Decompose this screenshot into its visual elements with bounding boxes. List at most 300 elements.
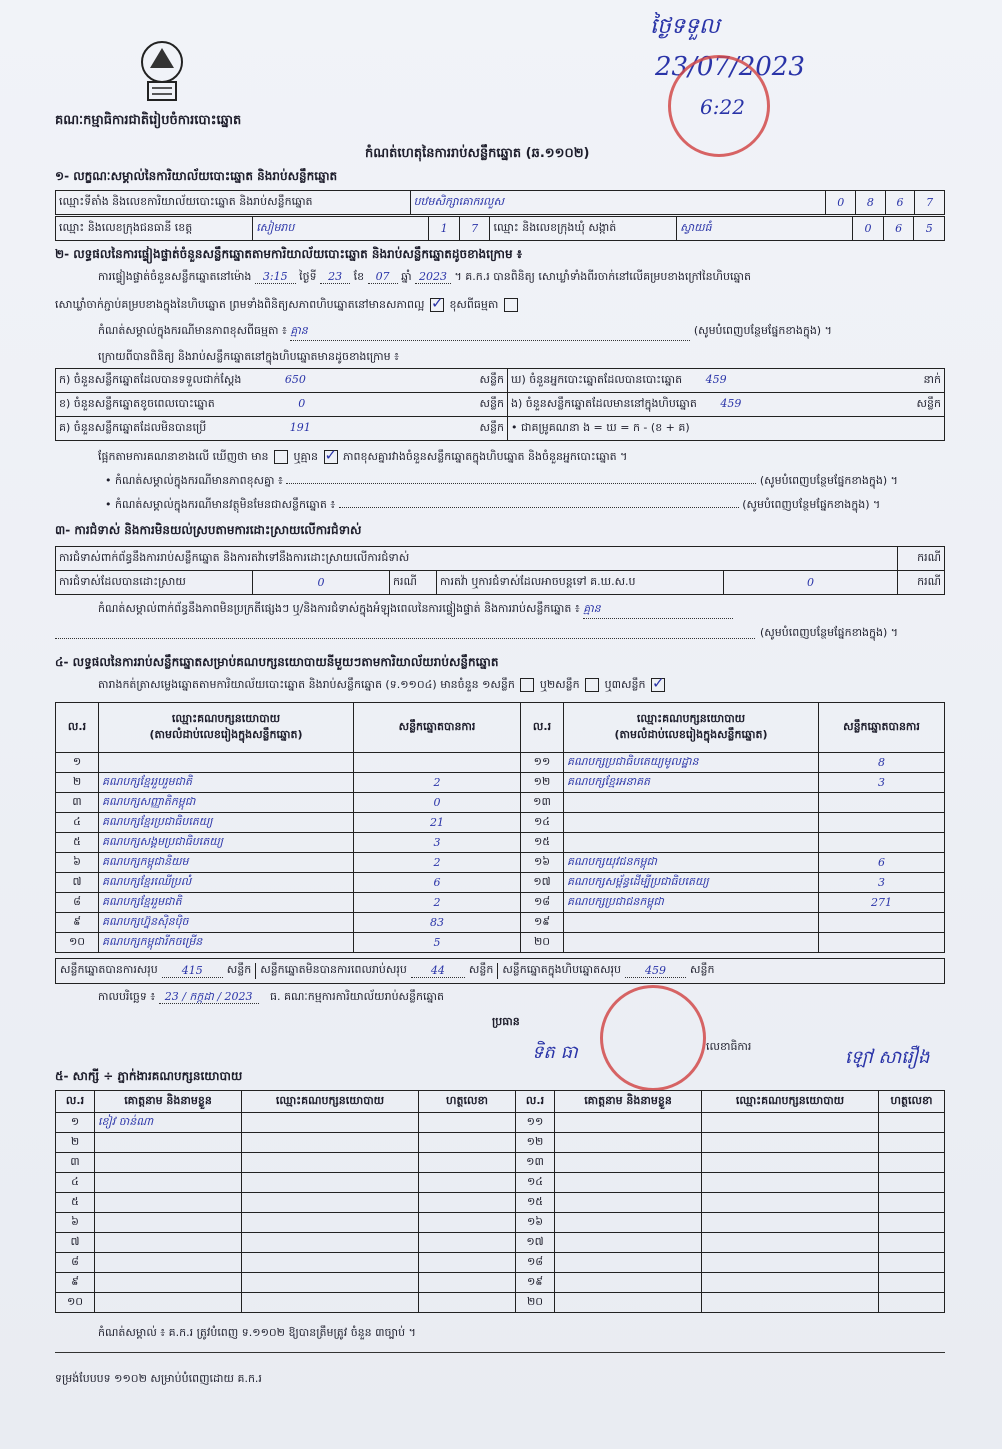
date-value: 23 / កក្កដា / 2023 (159, 990, 259, 1004)
total-valid-label: សន្លឹកឆ្នោតបានការសរុប (60, 963, 158, 976)
witness-signature (419, 1253, 516, 1273)
commune-name: ស្វាយធំ (677, 217, 853, 241)
witness-signature (419, 1113, 516, 1133)
item-d-unit: នាក់ (923, 372, 941, 386)
bullet2-text: • កំណត់សម្គាល់ក្នុងករណីមានវត្ថុមិនមែនជាសន្លឹកឆ្នោត ៖ (105, 498, 336, 511)
row-no: ៦ (56, 853, 99, 873)
row-no: ៦ (56, 1213, 95, 1233)
item-e-unit: សន្លឹក (916, 396, 941, 410)
bullet1-text: • កំណត់សម្គាល់ក្នុងករណីមានភាពខុសគ្នា ៖ (105, 474, 283, 487)
witness-signature (879, 1153, 945, 1173)
party-votes: 0 (354, 793, 521, 813)
case-unit: ករណី (898, 547, 945, 571)
section1-table-row2 (55, 216, 945, 241)
section4-intro (98, 678, 948, 694)
row-no: ១២ (516, 1133, 555, 1153)
para1-text: ការផ្ទៀងផ្ទាត់ចំនួនសន្លឹកឆ្នោតនៅម៉ោង (98, 270, 252, 283)
item-b-value: 0 (298, 396, 306, 410)
row-no: ១៣ (521, 793, 564, 813)
witness-name (95, 1193, 242, 1213)
party-votes: 8 (819, 753, 945, 773)
station-digit: 8 (856, 191, 886, 215)
col-party (564, 703, 819, 753)
witness-signature (419, 1273, 516, 1293)
section2-para2 (55, 298, 945, 314)
vote-row (56, 913, 945, 933)
witness-signature (879, 1193, 945, 1213)
row-no: ២ (56, 1133, 95, 1153)
org-name: គណៈកម្មាធិការជាតិរៀបចំការបោះឆ្នោត (55, 113, 242, 128)
item-d-label: ឃ) ចំនួនអ្នកបោះឆ្នោតដែលបានបោះឆ្នោត (511, 372, 683, 386)
committee-stamp (600, 985, 706, 1091)
witness-signature (879, 1213, 945, 1233)
row-no: ១៧ (521, 873, 564, 893)
para2-text: សោឃ្លាំចាក់ភ្ជាប់គម្របខាងក្នុងនៃហិបឆ្នោត ព្រមទាំងពិនិត្យសភាពហិបឆ្នោតនៅមានសភាពល្អ (55, 298, 425, 311)
date-label: កាលបរិច្ឆេទ ៖ (98, 990, 156, 1003)
section3-note-value: គ្មាន (583, 602, 733, 619)
section5-title: ៥- សាក្សី ÷ ភ្នាក់ងារគណបក្សនយោបាយ (55, 1069, 243, 1083)
party-votes: 3 (819, 873, 945, 893)
row-no: ៩ (56, 913, 99, 933)
bullet2 (105, 498, 945, 514)
year-value: 2023 (415, 270, 451, 284)
col-no: ល.រ (56, 1091, 95, 1113)
witness-row (56, 1153, 945, 1173)
item-c-value: 191 (289, 420, 311, 434)
party-votes: 83 (354, 913, 521, 933)
bullet2-line (339, 507, 739, 508)
row-no: ១៩ (516, 1273, 555, 1293)
has-diff-checkbox[interactable] (274, 450, 288, 464)
total-invalid-label: សន្លឹកឆ្នោតមិនបានការពេលរាប់សរុប (260, 963, 407, 976)
commune-digit: 5 (914, 217, 945, 241)
witness-name (95, 1273, 242, 1293)
day-value: 23 (320, 270, 350, 284)
witness-name (555, 1233, 702, 1253)
unit: សន្លឹក (690, 963, 715, 976)
item-a-label: ក) ចំនួនសន្លឹកឆ្នោតដែលបានទទួលជាក់ស្តែង (59, 372, 242, 386)
row-no: ១៨ (521, 893, 564, 913)
row-no: ១ (56, 1113, 95, 1133)
party-name: គណបក្សប្រជាធិបតេយ្យមូលដ្ឋាន (564, 753, 819, 773)
witness-signature (419, 1153, 516, 1173)
witness-party (242, 1293, 419, 1313)
row-no: ៧ (56, 1233, 95, 1253)
no-diff-checkbox[interactable] (324, 450, 338, 464)
row-no: ១០ (56, 933, 99, 953)
section2-note (98, 324, 948, 341)
footer-note: កំណត់សម្គាល់ ៖ គ.ក.រ ត្រូវបំពេញ ទ.១១០២ ឱ្យបានត្រឹមត្រូវ ចំនួន ៣ច្បាប់ ។ (98, 1326, 416, 1339)
three-sheet-checkbox[interactable] (651, 678, 665, 692)
party-name (564, 793, 819, 813)
note-label: កំណត់សម្គាល់ក្នុងករណីមានភាពខុសពីធម្មតា ៖ (98, 324, 287, 337)
witness-row (56, 1193, 945, 1213)
party-votes: 3 (354, 833, 521, 853)
section1-title: ១- លក្ខណៈសម្គាល់នៃការិយាល័យបោះឆ្នោត និងរាប់សន្លឹកឆ្នោត (55, 169, 338, 183)
witness-row (56, 1273, 945, 1293)
section3-fill-note: (សូមបំពេញបន្ថែមផ្នែកខាងក្នុង) ។ (760, 626, 899, 639)
witness-party (702, 1253, 879, 1273)
vote-row (56, 813, 945, 833)
witness-name (555, 1113, 702, 1133)
witness-row (56, 1293, 945, 1313)
party-votes: 271 (819, 893, 945, 913)
party-name: គណបក្សសង្គមប្រជាធិបតេយ្យ (99, 833, 354, 853)
col-votes: សន្លឹកឆ្នោតបានការ (819, 703, 945, 753)
row-no: ១៥ (516, 1193, 555, 1213)
bullet1 (105, 474, 945, 490)
chair-name: ទិត ធា (532, 1042, 578, 1063)
witness-party (702, 1193, 879, 1213)
day-label: ថ្ងៃទី (299, 270, 317, 283)
time-value: 3:15 (255, 270, 296, 284)
item-c-label: គ) ចំនួនសន្លឹកឆ្នោតដែលមិនបានប្រើ (59, 420, 207, 434)
witness-name (555, 1193, 702, 1213)
row-no: ១៤ (521, 813, 564, 833)
party-name: គណបក្សខ្មែររួមជាតិ (99, 893, 354, 913)
party-votes (819, 793, 945, 813)
row-no: ៩ (56, 1273, 95, 1293)
item-c-unit: សន្លឹក (479, 420, 504, 434)
compare-line (98, 450, 948, 466)
party-name: គណបក្សប្រជាជនកម្ពុជា (564, 893, 819, 913)
section3-note-label: កំណត់សម្គាល់ពាក់ព័ន្ធនឹងភាពមិនប្រក្រតីផ្សេងៗ ឬ/និងការជំទាស់ក្នុងអំឡុងពេលនៃការផ្ទៀងផ្ទាត់ និងការរាប់សន្លឹកឆ្នោត ៖ (98, 602, 580, 615)
col-party: ឈ្មោះគណបក្សនយោបាយ (242, 1091, 419, 1113)
form-title: កំណត់ហេតុនៃការរាប់សន្លឹកឆ្នោត (ឆ.១១០២) (365, 146, 590, 161)
item-e-label: ង) ចំនួនសន្លឹកឆ្នោតដែលមាននៅក្នុងហិបឆ្នោត (511, 396, 697, 410)
item-e-value: 459 (720, 396, 742, 410)
row-no: ១៥ (521, 833, 564, 853)
row-no: ២០ (516, 1293, 555, 1313)
objection-row1: ការជំទាស់ពាក់ព័ន្ធនឹងការរាប់សន្លឹកឆ្នោត និងការតវ៉ាទៅនឹងការដោះស្រាយលើការជំទាស់ (56, 547, 898, 571)
witness-signature (879, 1273, 945, 1293)
party-votes (819, 913, 945, 933)
row-no: ២០ (521, 933, 564, 953)
col-party-title: ឈ្មោះគណបក្សនយោបាយ (636, 711, 746, 725)
party-votes: 6 (819, 853, 945, 873)
row-no: ៨ (56, 1253, 95, 1273)
item-b-label: ខ) ចំនួនសន្លឹកឆ្នោតខូចពេលបោះឆ្នោត (59, 396, 215, 410)
col-party (99, 703, 354, 753)
section3-note (98, 602, 948, 619)
chair-label: ប្រធាន (492, 1015, 520, 1028)
witness-name (95, 1133, 242, 1153)
vote-row (56, 853, 945, 873)
witness-party (242, 1213, 419, 1233)
witness-signature (879, 1133, 945, 1153)
party-name: គណបក្សកម្ពុជានិយម (99, 853, 354, 873)
party-name: គណបក្សកម្ពុជារីកចម្រើន (99, 933, 354, 953)
row-no: ២ (56, 773, 99, 793)
emblem-logo (132, 38, 192, 108)
witness-name (555, 1253, 702, 1273)
station-digit: 6 (885, 191, 915, 215)
results-table (55, 368, 945, 441)
col-party-sub: (តាមលំដាប់លេខរៀងក្នុងសន្លឹកឆ្នោត) (149, 727, 303, 741)
unit: សន្លឹក (223, 963, 256, 979)
opt2-label: ឬ២សន្លឹក (539, 678, 580, 691)
province-digit: 7 (459, 217, 490, 241)
row-no: ១៣ (516, 1153, 555, 1173)
month-value: 07 (368, 270, 398, 284)
two-sheet-checkbox[interactable] (585, 678, 599, 692)
witness-row (56, 1133, 945, 1153)
appeal-value: 0 (724, 571, 898, 595)
witness-signature (879, 1253, 945, 1273)
row-no: ៤ (56, 1173, 95, 1193)
witness-party (242, 1193, 419, 1213)
row-no: ១១ (521, 753, 564, 773)
witness-party (242, 1253, 419, 1273)
party-name: គណបក្សខ្មែរប្រជាធិបតេយ្យ (99, 813, 354, 833)
witness-party (702, 1273, 879, 1293)
vote-row (56, 933, 945, 953)
witness-signature (419, 1173, 516, 1193)
total-valid-value: 415 (162, 964, 223, 978)
col-no: ល.រ (56, 703, 99, 753)
bullet1-line (286, 483, 756, 484)
party-name: គណបក្សខ្មែរឈើប្រលំ (99, 873, 354, 893)
witness-signature (419, 1133, 516, 1153)
resolved-value: 0 (253, 571, 390, 595)
date-line (98, 990, 444, 1006)
polling-station-name: បឋមសិក្សាគោករលួស (410, 191, 826, 215)
committee-label: ធ. គណៈកម្មការការិយាល័យរាប់សន្លឹកឆ្នោត (270, 990, 444, 1003)
results-intro: ក្រោយពីបានពិនិត្យ និងរាប់សន្លឹកឆ្នោតនៅក្នុងហិបឆ្នោតមានដូចខាងក្រោម ៖ (98, 350, 399, 363)
witness-name (95, 1153, 242, 1173)
stamp-time: 6:22 (700, 95, 745, 119)
party-name (564, 913, 819, 933)
row-no: ១ (56, 753, 99, 773)
section3-note-line2 (55, 626, 755, 639)
witness-party (702, 1173, 879, 1193)
commune-digit: 6 (883, 217, 914, 241)
total-invalid-value: 44 (411, 964, 465, 978)
party-name: គណបក្សសម្ព័ន្ធដើម្បីប្រជាធិបតេយ្យ (564, 873, 819, 893)
commune-label: ឈ្មោះ និងលេខក្រុងឃុំ សង្កាត់ (490, 217, 677, 241)
intro-text: តារាងកត់ត្រាសម្លេងឆ្នោតតាមការិយាល័យបោះឆ្នោត និងរាប់សន្លឹកឆ្នោត (ទ.១១០៤) មានចំនួន ១សន្លឹក (98, 678, 515, 691)
row-no: ១៤ (516, 1173, 555, 1193)
party-votes (819, 933, 945, 953)
col-no: ល.រ (521, 703, 564, 753)
section2-para1 (98, 270, 948, 286)
witness-party (242, 1273, 419, 1293)
section1-table (55, 190, 945, 215)
witness-party (242, 1153, 419, 1173)
party-votes: 5 (354, 933, 521, 953)
witness-row (56, 1113, 945, 1133)
footer-divider (55, 1352, 945, 1353)
total-box-label: សន្លឹកឆ្នោតក្នុងហិបឆ្នោតសរុប (502, 963, 622, 976)
row-no: ១១ (516, 1113, 555, 1133)
party-name (99, 753, 354, 773)
party-name: គណបក្សខ្មែររួបរួមជាតិ (99, 773, 354, 793)
witness-name: ខៀវ ចាន់ណា (95, 1113, 242, 1133)
row-no: ១៧ (516, 1233, 555, 1253)
stamp-date: 23/07/2023 (655, 52, 805, 82)
normal-checkbox[interactable] (430, 298, 444, 312)
row-no: ៥ (56, 833, 99, 853)
para1-rest: ។ គ.ក.រ បានពិនិត្យ សោឃ្លាំទាំងពីរចាក់នៅលើគម្របខាងក្រៅនៃហិបឆ្នោត (454, 270, 751, 283)
party-votes: 2 (354, 853, 521, 873)
row-no: ៣ (56, 793, 99, 813)
witness-row (56, 1173, 945, 1193)
unit: សន្លឹក (465, 963, 498, 979)
opt3-label: ឬ៣សន្លឹក (604, 678, 646, 691)
witness-name (95, 1233, 242, 1253)
witness-signature (419, 1213, 516, 1233)
vote-row (56, 773, 945, 793)
row-no: ៤ (56, 813, 99, 833)
case-unit: ករណី (898, 571, 945, 595)
witness-party (242, 1113, 419, 1133)
fill-note: (សូមបំពេញបន្ថែមផ្នែកខាងក្នុង) ។ (742, 498, 881, 511)
party-name (564, 833, 819, 853)
row-no: ១៩ (521, 913, 564, 933)
col-votes: សន្លឹកឆ្នោតបានការ (354, 703, 521, 753)
witness-name (95, 1253, 242, 1273)
witness-table (55, 1090, 945, 1313)
witness-party (702, 1233, 879, 1253)
witness-name (555, 1133, 702, 1153)
vote-row (56, 793, 945, 813)
party-name: គណបក្សហ្វ៊ុនស៊ិនប៉ិច (99, 913, 354, 933)
witness-name (555, 1153, 702, 1173)
witness-name (555, 1273, 702, 1293)
resolved-label: ការជំទាស់ដែលបានដោះស្រាយ (56, 571, 253, 595)
witness-name (95, 1293, 242, 1313)
witness-party (702, 1213, 879, 1233)
abnormal-label: ខុសពីធម្មតា (449, 298, 499, 311)
party-votes: 3 (819, 773, 945, 793)
row-no: ១២ (521, 773, 564, 793)
item-b-unit: សន្លឹក (479, 396, 504, 410)
witness-party (702, 1293, 879, 1313)
has-label: ឬគ្មាន (293, 450, 318, 463)
formula-label: • ជាគម្រូគណនា ង = ឃ = ក - (ខ + គ) (511, 420, 690, 434)
party-name (564, 933, 819, 953)
row1-label: ឈ្មោះទីតាំង និងលេខការិយាល័យបោះឆ្នោត និងរាប់សន្លឹកឆ្នោត (56, 191, 411, 215)
note-value: គ្មាន (290, 324, 690, 341)
witness-row (56, 1253, 945, 1273)
witness-name (555, 1173, 702, 1193)
col-sign: ហត្ថលេខា (419, 1091, 516, 1113)
vote-row (56, 893, 945, 913)
col-name: គោត្តនាម និងនាមខ្លួន (555, 1091, 702, 1113)
row-no: ១៦ (521, 853, 564, 873)
row2-label: ឈ្មោះ និងលេខក្រុងជនធានី ខេត្ត (56, 217, 253, 241)
party-votes (354, 753, 521, 773)
row-no: ១០ (56, 1293, 95, 1313)
witness-party (702, 1153, 879, 1173)
totals-row (55, 958, 945, 984)
item-d-value: 459 (705, 372, 727, 386)
month-label: ខែ (353, 270, 365, 283)
year-label: ឆ្នាំ (401, 270, 412, 283)
witness-name (95, 1213, 242, 1233)
fill-note: (សូមបំពេញបន្ថែមផ្នែកខាងក្នុង) ។ (759, 474, 898, 487)
party-votes (819, 833, 945, 853)
witness-name (555, 1213, 702, 1233)
party-votes (819, 813, 945, 833)
section4-title: ៤- លទ្ធផលនៃការរាប់សន្លឹកឆ្នោតសម្រាប់គណបក្សនយោបាយនីមួយៗតាមការិយាល័យរាប់សន្លឹកឆ្នោត (55, 655, 499, 669)
witness-row (56, 1213, 945, 1233)
col-party-title: ឈ្មោះគណបក្សនយោបាយ (171, 711, 281, 725)
section2-title: ២- លទ្ធផលនៃការផ្ទៀងផ្ទាត់ចំនួនសន្លឹកឆ្នោតតាមការិយាល័យបោះឆ្នោត និងរាប់សន្លឹកឆ្នោតដូចខាងក្រោម ៖ (55, 247, 523, 261)
row-no: ៧ (56, 873, 99, 893)
row-no: ៣ (56, 1153, 95, 1173)
row-no: ១៦ (516, 1213, 555, 1233)
vote-row (56, 753, 945, 773)
secretary-name: ឡៅ សារឿង (845, 1047, 930, 1068)
one-sheet-checkbox[interactable] (520, 678, 534, 692)
item-a-unit: សន្លឹក (479, 372, 504, 386)
commune-digit: 0 (853, 217, 884, 241)
secretary-label: លេខាធិការ (706, 1040, 752, 1053)
station-digit: 7 (915, 191, 945, 215)
case-unit: ករណី (390, 571, 437, 595)
witness-signature (419, 1233, 516, 1253)
witness-party (242, 1233, 419, 1253)
row-no: ៥ (56, 1193, 95, 1213)
witness-party (242, 1133, 419, 1153)
party-name (564, 813, 819, 833)
witness-row (56, 1233, 945, 1253)
col-party-sub: (តាមលំដាប់លេខរៀងក្នុងសន្លឹកឆ្នោត) (614, 727, 768, 741)
party-name: គណបក្សយុវជនកម្ពុជា (564, 853, 819, 873)
witness-name (555, 1293, 702, 1313)
party-votes: 2 (354, 773, 521, 793)
votes-table (55, 702, 945, 953)
vote-row (56, 873, 945, 893)
abnormal-checkbox[interactable] (504, 298, 518, 312)
compare-rest: ភាពខុសគ្នារវាងចំនួនសន្លឹកឆ្នោតក្នុងហិបឆ្នោត និងចំនួនអ្នកបោះឆ្នោត ។ (343, 450, 628, 463)
party-votes: 2 (354, 893, 521, 913)
witness-signature (879, 1293, 945, 1313)
witness-signature (419, 1293, 516, 1313)
witness-name (95, 1173, 242, 1193)
station-digit: 0 (826, 191, 856, 215)
col-party: ឈ្មោះគណបក្សនយោបាយ (702, 1091, 879, 1113)
col-no: ល.រ (516, 1091, 555, 1113)
compare-text: ផ្អែកតាមការគណនាខាងលើ ឃើញថា មាន (98, 450, 269, 463)
row-no: ១៨ (516, 1253, 555, 1273)
party-name: គណបក្សខ្មែរអនាគត (564, 773, 819, 793)
item-a-value: 650 (284, 372, 306, 386)
province-name: សៀមរាប (253, 217, 429, 241)
witness-signature (879, 1113, 945, 1133)
footer-form-code: ទម្រង់បែបបទ ១១០២ សម្រាប់បំពេញដោយ គ.ក.រ (55, 1372, 262, 1385)
witness-party (242, 1173, 419, 1193)
party-votes: 6 (354, 873, 521, 893)
section3-table (55, 546, 945, 595)
section3-title: ៣- ការជំទាស់ និងការមិនយល់ស្របតាមការដោះស្រាយលើការជំទាស់ (55, 523, 362, 537)
witness-party (702, 1113, 879, 1133)
appeal-label: ការតវ៉ា ឬការជំទាស់ដែលអាចបន្តទៅ គ.ឃ.ស.ប (437, 571, 724, 595)
witness-signature (879, 1173, 945, 1193)
stamp-receipt-note: ថ្ងៃទទួល (650, 14, 720, 39)
witness-signature (879, 1233, 945, 1253)
party-name: គណបក្សសញ្ញាតិកម្ពុជា (99, 793, 354, 813)
witness-party (702, 1133, 879, 1153)
row-no: ៨ (56, 893, 99, 913)
total-box-value: 459 (625, 964, 686, 978)
fill-note: (សូមបំពេញបន្ថែមផ្នែកខាងក្នុង) ។ (693, 324, 832, 337)
witness-signature (419, 1193, 516, 1213)
province-digit: 1 (429, 217, 460, 241)
col-name: គោត្តនាម និងនាមខ្លួន (95, 1091, 242, 1113)
col-sign: ហត្ថលេខា (879, 1091, 945, 1113)
